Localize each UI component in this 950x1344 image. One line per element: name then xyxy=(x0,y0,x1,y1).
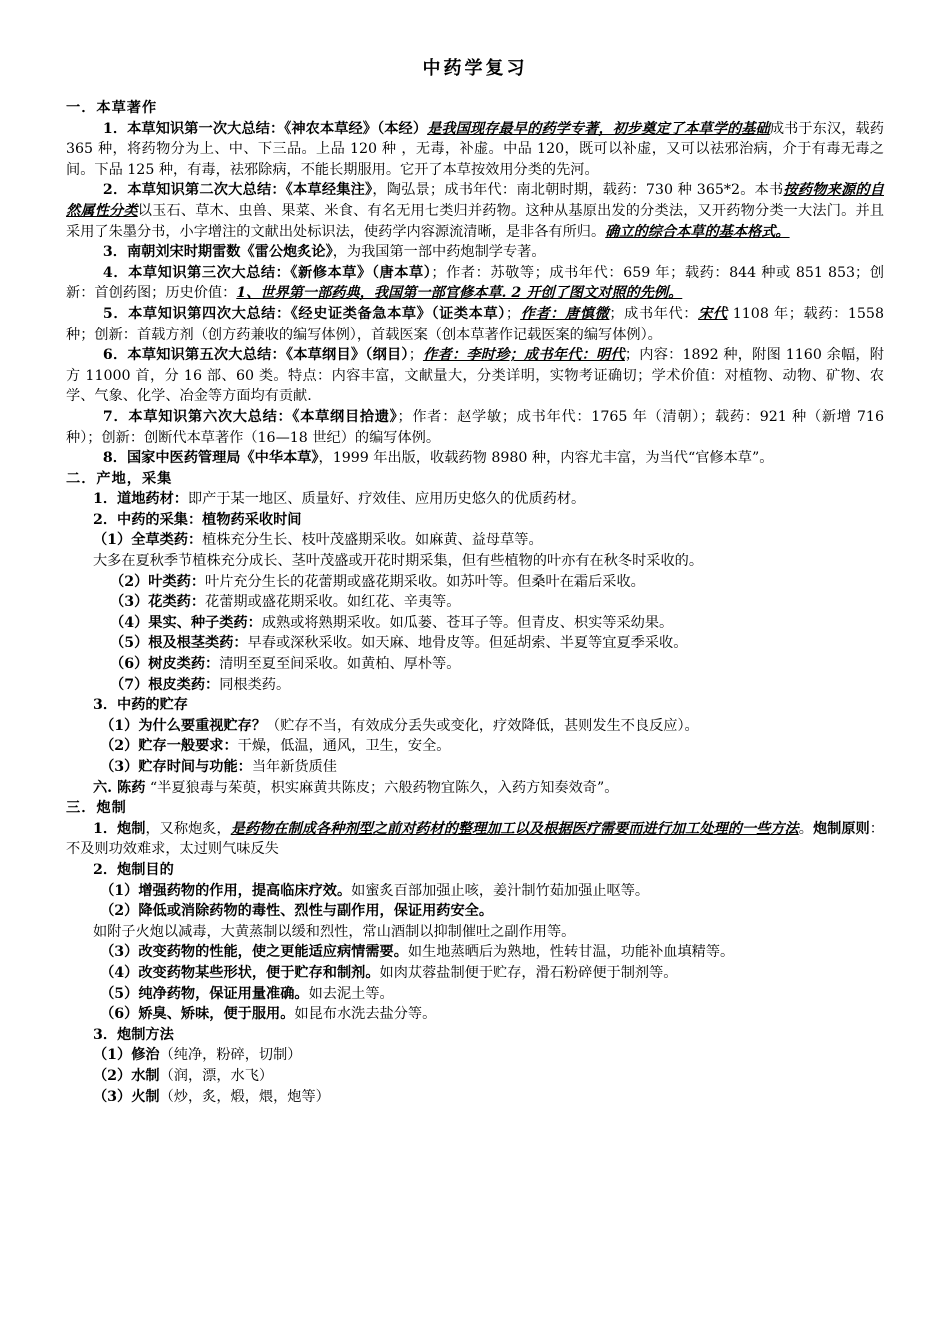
line-3-13: （3）火制（炒，炙，煅，煨，炮等） xyxy=(92,1088,330,1105)
line-3-3: （1）增强药物的作用，提高临床疗效。如蜜炙百部加强止咳，姜汁制竹茹加强止呕等。 xyxy=(100,882,650,899)
line-2-1: 1．道地药材：即产于某一地区、质量好、疗效佳、应用历史悠久的优质药材。 xyxy=(92,491,586,508)
line-2-3: （1）全草类药：植株充分生长、枝叶茂盛期采收。如麻黄、益母草等。 xyxy=(92,532,543,549)
line-2-11: 3．中药的贮存 xyxy=(92,697,188,714)
paragraph-1-1: 1．本草知识第一次大总结：《神农本草经》（本经）是我国现存最早的药学专著，初步奠定了本草学的基础成书于东汉，载药 365 种，将药物分为上、中、下三品。上品 120 种 ，无毒，补虚。中品 120，既可以补虚，又可以祛邪治病，介于有毒无毒之间。下品 125 种，有毒，祛邪除病，不能长期服用。它开了本草按效用分类的先河。 xyxy=(66,120,884,178)
line-3-12: （2）水制（润，漂，水飞） xyxy=(92,1067,274,1084)
line-2-7: （4）果实、种子类药：成熟或将熟期采收。如瓜蒌、苍耳子等。但青皮、枳实等采幼果。 xyxy=(110,614,674,631)
paragraph-1-6: 6．本草知识第五次大总结：《本草纲目》（纲目）；作者：李时珍；成书年代：明代；内容：1892 种，附图 1160 余幅，附方 11000 首，分 16 部、60 类。特点：内容丰富，文献量大，分类详明，实物考证确切；学术价值：对植物、动物、矿物、农学、气象、化学、冶金等方面均有贡献. xyxy=(66,347,884,405)
paragraph-1-3: 3．南朝刘宋时期雷数《雷公炮炙论》，为我国第一部中药炮制学专著。 xyxy=(102,244,546,261)
line-2-12: （1）为什么要重视贮存？（贮存不当，有效成分丢失或变化，疗效降低，甚则发生不良反应）。 xyxy=(100,717,699,734)
paragraph-1-8: 8．国家中医药管理局《中华本草》，1999 年出版，收载药物 8980 种，内容尤丰富，为当代“官修本草”。 xyxy=(102,450,774,467)
line-2-14: （3）贮存时间与功能：当年新货质佳 xyxy=(100,759,337,775)
line-3-2: 2．炮制目的 xyxy=(92,861,174,878)
line-3-1: 1．炮制，又称炮炙，是药物在制成各种剂型之前对药材的整理加工以及根据医疗需要而进行加工处理的一些方法。炮制原则：不及则功效难求，太过则气味反失 xyxy=(66,820,884,858)
line-2-6: （3）花类药：花蕾期或盛花期采收。如红花、辛夷等。 xyxy=(110,594,461,611)
paragraph-1-2: 2．本草知识第二次大总结：《本草经集注》，陶弘景；成书年代：南北朝时期，载药：730 种 365*2。本书按药物来源的自然属性分类以玉石、草木、虫兽、果菜、米食、有名无用七类归并药物。这种从基原出发的分类法，又开药物分类一大法门。并且采用了朱墨分书，小字增注的文献出处标识法，使药学内容源流清晰，是非各有所归。确立的综合本草的基本格式。 xyxy=(66,182,884,240)
line-3-6: （3）改变药物的性能，使之更能适应病情需要。如生地蒸晒后为熟地，性转甘温，功能补血填精等。 xyxy=(100,944,735,961)
line-3-11: （1）修治（纯净，粉碎，切制） xyxy=(92,1047,302,1064)
line-2-13: （2）贮存一般要求：干燥，低温，通风，卫生，安全。 xyxy=(100,738,451,755)
paragraph-1-7: 7．本草知识第六次大总结：《本草纲目拾遗》；作者：赵学敏；成书年代：1765 年（清朝）；载药：921 种（新增 716 种）；创新：创断代本草著作（16—18 世纪）的编写体例。 xyxy=(66,408,884,446)
line-2-2: 2．中药的采集：植物药采收时间 xyxy=(92,511,302,528)
line-2-4: 大多在夏秋季节植株充分成长、茎叶茂盛或开花时期采集，但有些植物的叶亦有在秋冬时采收的。 xyxy=(92,553,704,570)
section-3-heading: 三．炮制 xyxy=(66,800,127,817)
section-2-heading: 二．产地，采集 xyxy=(66,470,173,487)
line-2-5: （2）叶类药：叶片充分生长的花蕾期或盛花期采收。如苏叶等。但桑叶在霜后采收。 xyxy=(110,573,645,590)
line-3-4: （2）降低或消除药物的毒性、烈性与副作用，保证用药安全。 xyxy=(100,903,494,920)
line-3-8: （5）纯净药物，保证用量准确。如去泥土等。 xyxy=(100,985,394,1002)
line-2-15: 六. 陈药 “半夏狼毒与茱萸，枳实麻黄共陈皮；六般药物宜陈久，入药方知奏效奇”。 xyxy=(92,779,619,796)
page-title: 中药学复习 xyxy=(422,58,528,79)
section-1-heading: 一．本草著作 xyxy=(66,100,158,116)
line-3-10: 3．炮制方法 xyxy=(92,1026,174,1043)
line-3-5: 如附子火炮以减毒，大黄蒸制以缓和烈性，常山酒制以抑制催吐之副作用等。 xyxy=(92,923,576,940)
paragraph-1-5: 5．本草知识第四次大总结：《经史证类备急本草》（证类本草）；作者：唐慎微；成书年代：宋代 1108 年；载药：1558 种；创新：首载方剂（创方药兼收的编写体例），首载医案（创本草著作记载医案的编写体例）。 xyxy=(66,305,884,343)
line-2-10: （7）根皮类药：同根类药。 xyxy=(110,676,291,693)
line-3-7: （4）改变药物某些形状，便于贮存和制剂。如肉苁蓉盐制便于贮存，滑石粉碎便于制剂等。 xyxy=(100,964,678,981)
line-2-9: （6）树皮类药：清明至夏至间采收。如黄柏、厚朴等。 xyxy=(110,656,461,673)
line-3-9: （6）矫臭、矫味，便于服用。如昆布水洗去盐分等。 xyxy=(100,1006,437,1023)
line-2-8: （5）根及根茎类药：早春或深秋采收。如天麻、地骨皮等。但延胡索、半夏等宜夏季采收。 xyxy=(110,635,688,652)
paragraph-1-4: 4．本草知识第三次大总结：《新修本草》（唐本草）；作者：苏敬等；成书年代：659 年；载药：844 种或 851 853；创新：首创药图；历史价值：1、世界第一部药典，我国第一部官修本草. 2 开创了图文对照的先例。 xyxy=(66,264,885,302)
